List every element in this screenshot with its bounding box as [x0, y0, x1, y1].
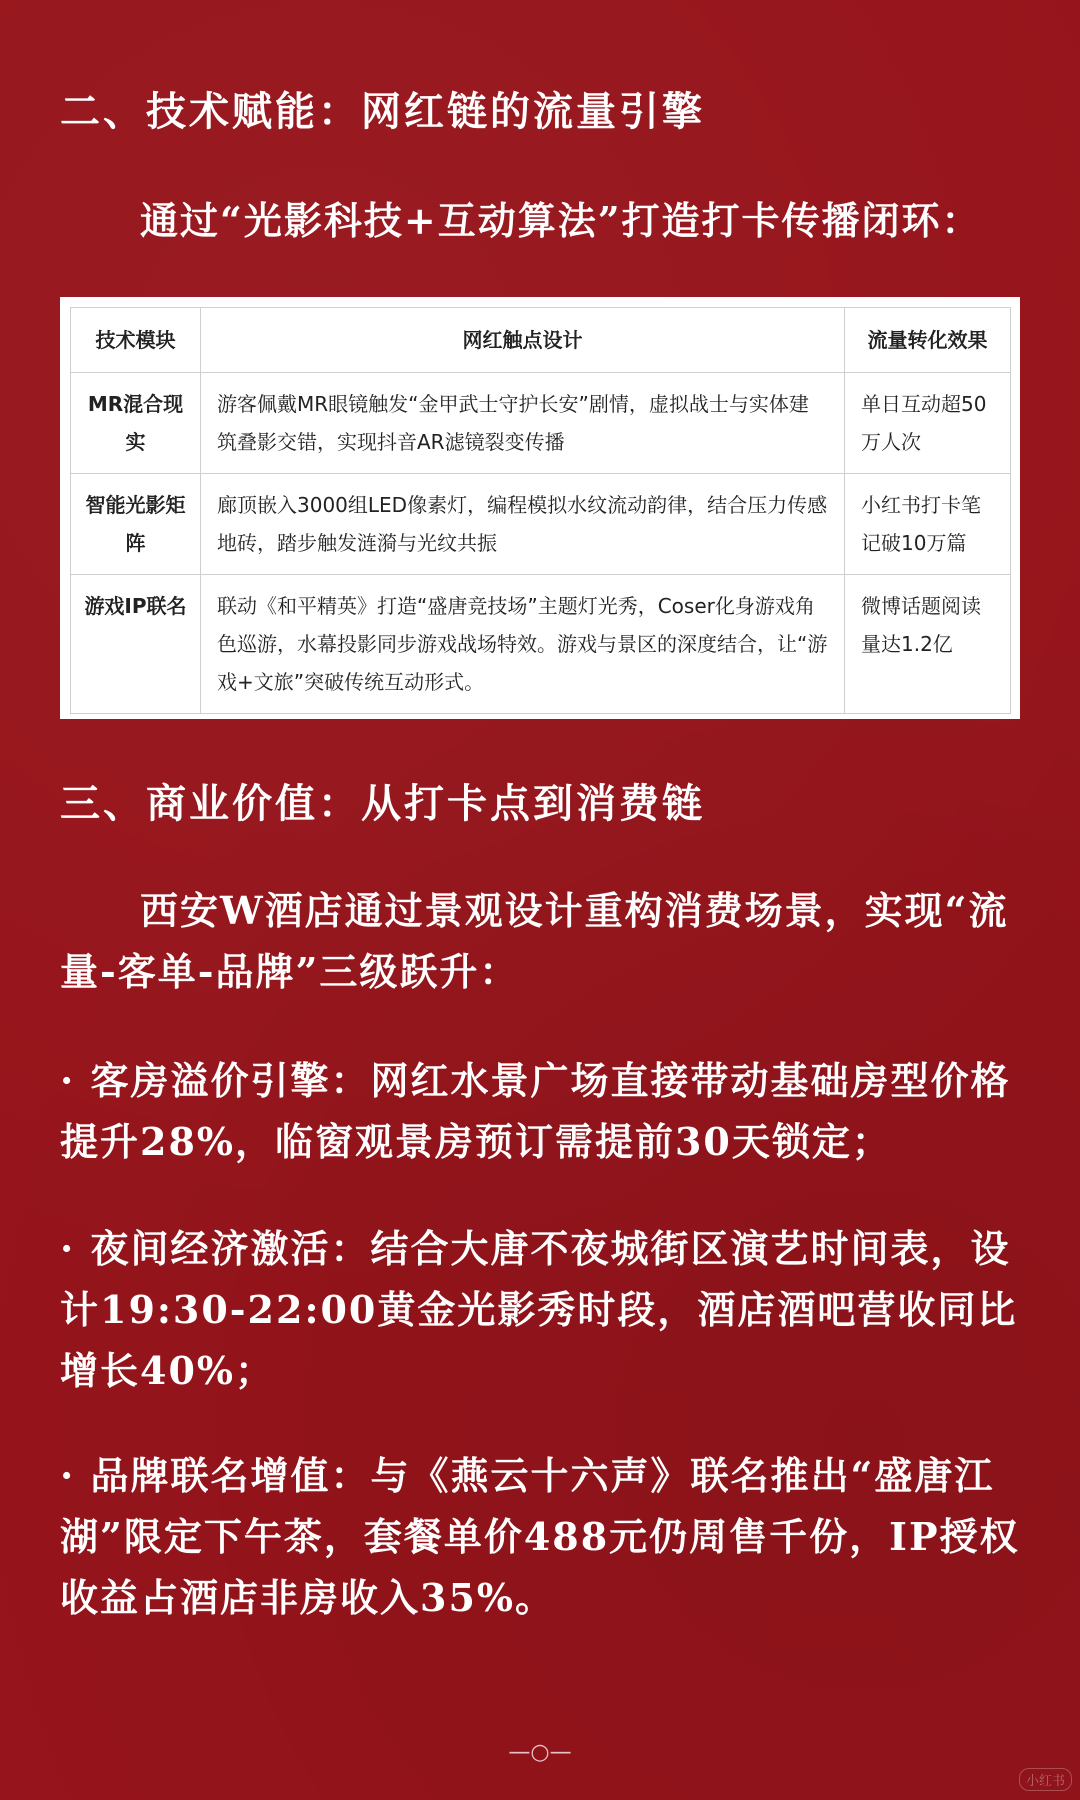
tech-table-card [60, 297, 1020, 719]
table-header-row [71, 308, 1011, 373]
header-effect: 流量转化效果 [845, 308, 1011, 373]
effect-cell: 小红书打卡笔记破10万篇 [845, 474, 1011, 575]
module-cell: 智能光影矩阵 [71, 474, 201, 575]
footer-ornament: —○— [508, 1740, 572, 1765]
section-3-intro: 西安W酒店通过景观设计重构消费场景，实现“流量-客单-品牌”三级跃升： [60, 888, 1009, 994]
table-row [71, 373, 1011, 474]
section-2-intro: 通过“光影科技+互动算法”打造打卡传播闭环： [140, 198, 982, 243]
design-cell: 联动《和平精英》打造“盛唐竞技场”主题灯光秀，Coser化身游戏角色巡游，水幕投影同步游戏战场特效。游戏与景区的深度结合，让“游戏+文旅”突破传统互动形式。 [201, 575, 845, 714]
module-cell: MR混合现实 [71, 373, 201, 474]
tech-table [70, 307, 1011, 714]
header-module: 技术模块 [71, 308, 201, 373]
watermark: 小红书 [1019, 1768, 1072, 1791]
bullet-night-economy: · 夜间经济激活：结合大唐不夜城街区演艺时间表，设计19:30-22:00黄金光影秀时段，酒店酒吧营收同比增长40%； [60, 1226, 1018, 1393]
section-2-heading: 二、技术赋能：网红链的流量引擎 [60, 88, 705, 135]
effect-cell: 微博话题阅读量达1.2亿 [845, 575, 1011, 714]
design-cell: 游客佩戴MR眼镜触发“金甲武士守护长安”剧情，虚拟战士与实体建筑叠影交错，实现抖音AR滤镜裂变传播 [201, 373, 845, 474]
table-row [71, 474, 1011, 575]
effect-cell: 单日互动超50万人次 [845, 373, 1011, 474]
bullet-room-premium: · 客房溢价引擎：网红水景广场直接带动基础房型价格提升28%，临窗观景房预订需提前30天锁定； [60, 1058, 1011, 1164]
design-cell: 廊顶嵌入3000组LED像素灯，编程模拟水纹流动韵律，结合压力传感地砖，踏步触发涟漪与光纹共振 [201, 474, 845, 575]
header-design: 网红触点设计 [201, 308, 845, 373]
table-row [71, 575, 1011, 714]
bullet-brand-collab: · 品牌联名增值：与《燕云十六声》联名推出“盛唐江湖”限定下午茶，套餐单价488元仍周售千份，IP授权收益占酒店非房收入35%。 [60, 1453, 1020, 1620]
module-cell: 游戏IP联名 [71, 575, 201, 714]
section-3-heading: 三、商业价值：从打卡点到消费链 [60, 780, 705, 827]
